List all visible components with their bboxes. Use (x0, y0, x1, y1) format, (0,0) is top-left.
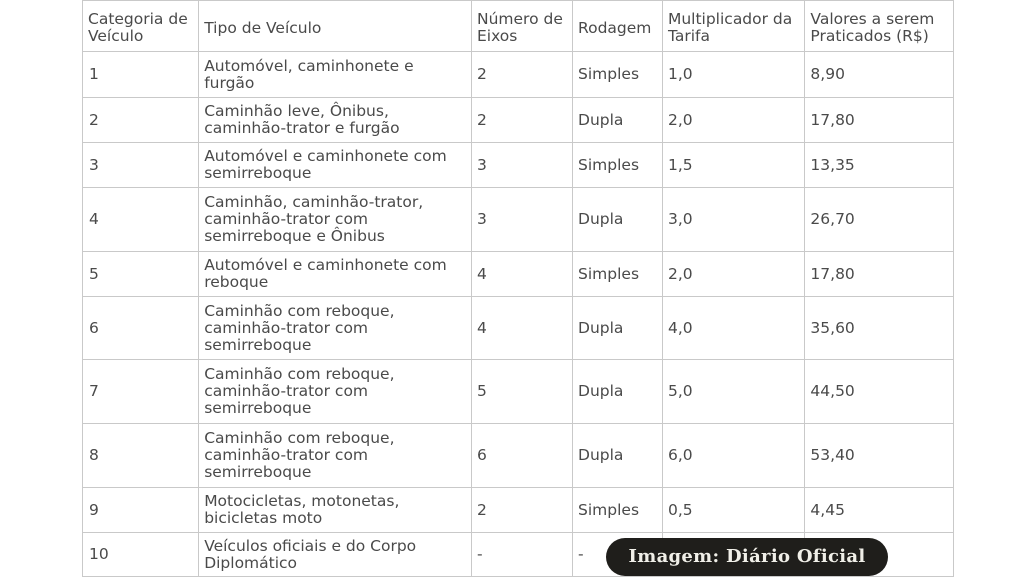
cell-rodagem: Dupla (573, 360, 663, 424)
cell-multiplicador: 1,0 (662, 52, 804, 98)
cell-multiplicador: 2,0 (662, 252, 804, 297)
cell-categoria: 2 (83, 98, 199, 143)
image-credit-badge: Imagem: Diário Oficial (606, 538, 888, 576)
cell-tipo: Automóvel, caminhonete e furgão (199, 52, 472, 98)
cell-rodagem: Dupla (573, 188, 663, 252)
table-row (83, 488, 954, 533)
header-tipo: Tipo de Veículo (199, 1, 472, 52)
toll-table-container (82, 0, 954, 577)
cell-eixos: 4 (472, 252, 573, 297)
cell-multiplicador: 4,0 (662, 297, 804, 360)
cell-categoria: 1 (83, 52, 199, 98)
table-row (83, 360, 954, 424)
header-valores: Valores a serem Praticados (R$) (805, 1, 954, 52)
header-categoria: Categoria de Veículo (83, 1, 199, 52)
cell-rodagem: - (573, 533, 663, 577)
cell-rodagem: Simples (573, 252, 663, 297)
cell-eixos: 4 (472, 297, 573, 360)
cell-tipo: Veículos oficiais e do Corpo Diplomático (199, 533, 472, 577)
cell-valor: 26,70 (805, 188, 954, 252)
cell-valor: 17,80 (805, 252, 954, 297)
cell-categoria: 6 (83, 297, 199, 360)
table-row (83, 143, 954, 188)
cell-rodagem: Simples (573, 488, 663, 533)
cell-categoria: 5 (83, 252, 199, 297)
cell-valor: 35,60 (805, 297, 954, 360)
cell-categoria: 3 (83, 143, 199, 188)
cell-eixos: 2 (472, 488, 573, 533)
cell-tipo: Caminhão com reboque, caminhão-trator com semirreboque (199, 424, 472, 488)
header-rodagem: Rodagem (573, 1, 663, 52)
cell-valor: 53,40 (805, 424, 954, 488)
cell-tipo: Caminhão leve, Ônibus, caminhão-trator e furgão (199, 98, 472, 143)
table-header-row (83, 1, 954, 52)
table-row (83, 252, 954, 297)
cell-categoria: 7 (83, 360, 199, 424)
cell-eixos: 6 (472, 424, 573, 488)
cell-tipo: Automóvel e caminhonete com semirreboque (199, 143, 472, 188)
cell-multiplicador: 2,0 (662, 98, 804, 143)
cell-eixos: 3 (472, 143, 573, 188)
cell-multiplicador: 1,5 (662, 143, 804, 188)
cell-categoria: 4 (83, 188, 199, 252)
cell-categoria: 8 (83, 424, 199, 488)
table-row (83, 424, 954, 488)
cell-eixos: - (472, 533, 573, 577)
cell-rodagem: Simples (573, 52, 663, 98)
cell-eixos: 3 (472, 188, 573, 252)
cell-valor: 17,80 (805, 98, 954, 143)
header-multiplicador: Multiplicador da Tarifa (662, 1, 804, 52)
cell-rodagem: Dupla (573, 424, 663, 488)
header-eixos: Número de Eixos (472, 1, 573, 52)
cell-multiplicador: 0,5 (662, 488, 804, 533)
cell-tipo: Motocicletas, motonetas, bicicletas moto (199, 488, 472, 533)
cell-valor: 8,90 (805, 52, 954, 98)
cell-eixos: 2 (472, 52, 573, 98)
cell-tipo: Automóvel e caminhonete com reboque (199, 252, 472, 297)
cell-tipo: Caminhão, caminhão-trator, caminhão-trator com semirreboque e Ônibus (199, 188, 472, 252)
cell-rodagem: Dupla (573, 297, 663, 360)
table-row (83, 188, 954, 252)
cell-eixos: 2 (472, 98, 573, 143)
cell-tipo: Caminhão com reboque, caminhão-trator com semirreboque (199, 360, 472, 424)
cell-rodagem: Dupla (573, 98, 663, 143)
cell-tipo: Caminhão com reboque, caminhão-trator com semirreboque (199, 297, 472, 360)
cell-valor: 13,35 (805, 143, 954, 188)
cell-categoria: 9 (83, 488, 199, 533)
cell-categoria: 10 (83, 533, 199, 577)
cell-valor: 44,50 (805, 360, 954, 424)
table-row (83, 52, 954, 98)
cell-multiplicador: 5,0 (662, 360, 804, 424)
cell-valor: 4,45 (805, 488, 954, 533)
cell-multiplicador: 3,0 (662, 188, 804, 252)
cell-rodagem: Simples (573, 143, 663, 188)
table-row (83, 297, 954, 360)
toll-table (82, 0, 954, 577)
table-row (83, 98, 954, 143)
cell-multiplicador: 6,0 (662, 424, 804, 488)
cell-eixos: 5 (472, 360, 573, 424)
